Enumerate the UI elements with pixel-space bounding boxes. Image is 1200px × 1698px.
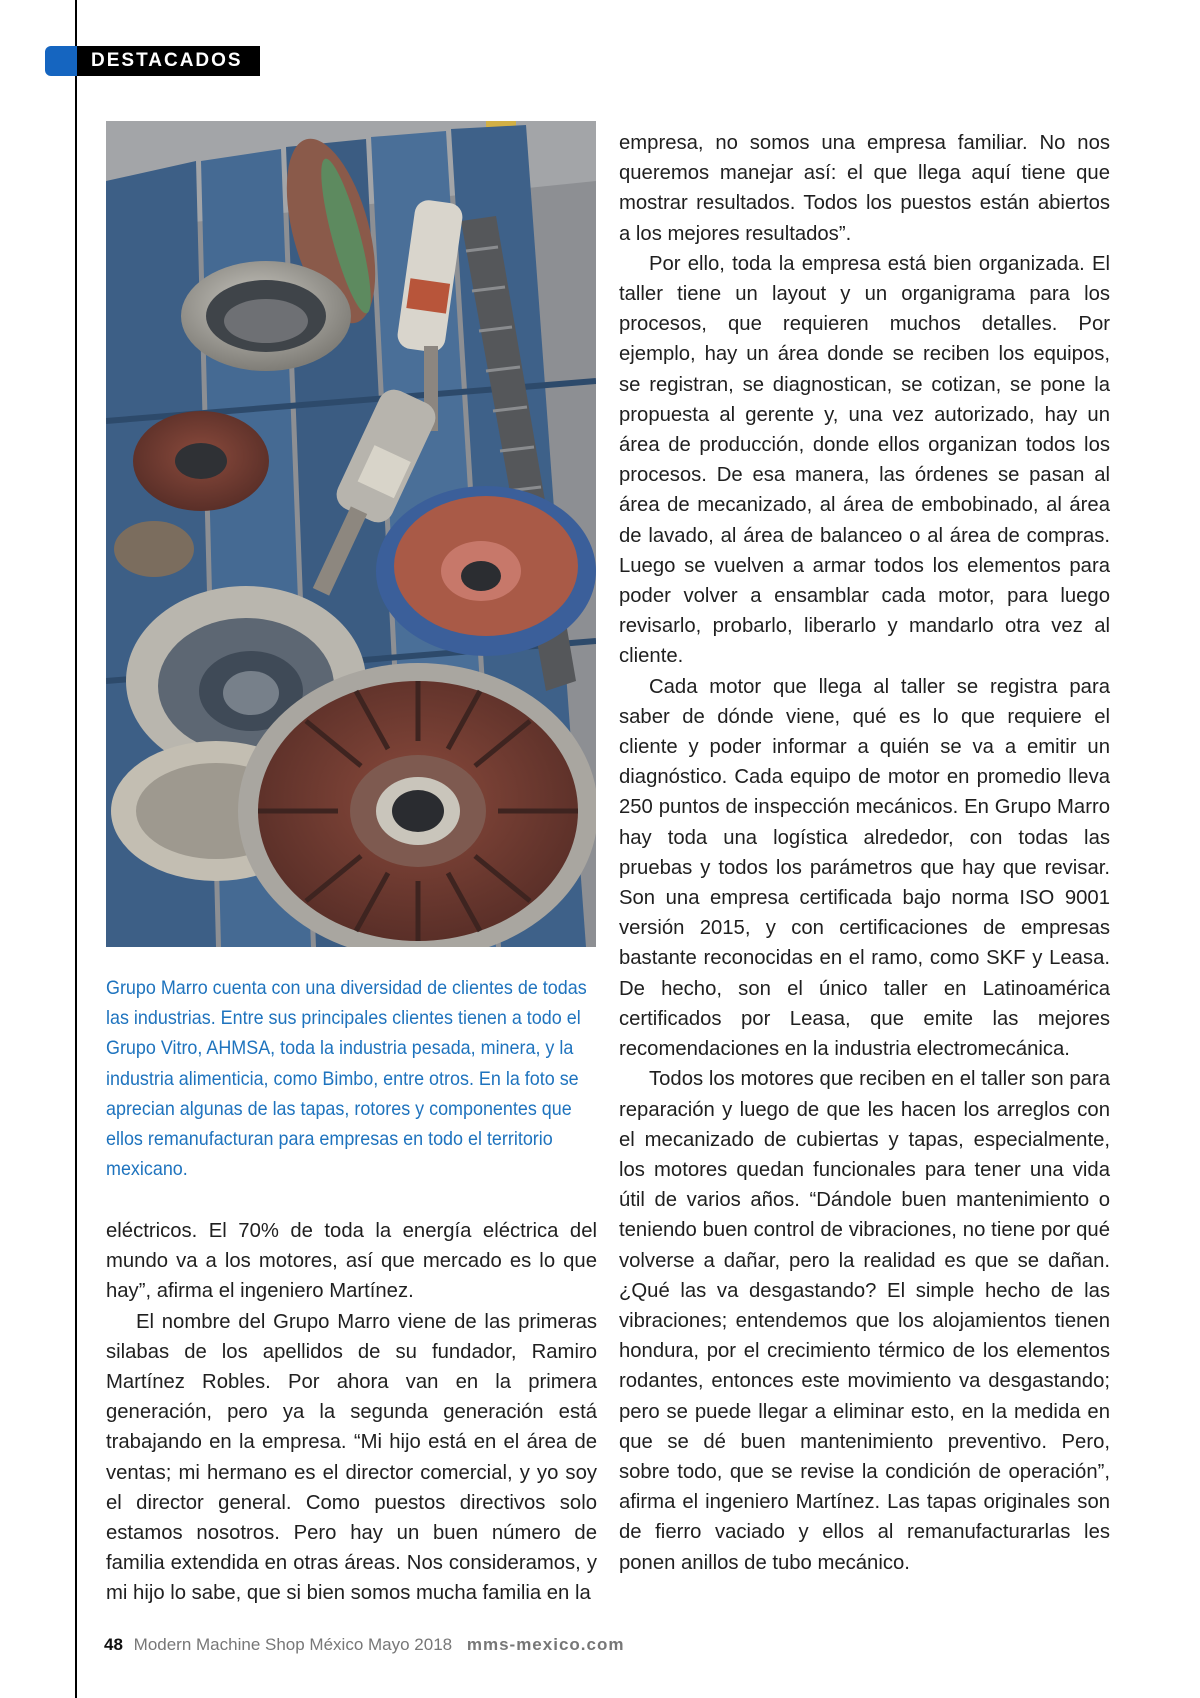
motor-parts-photo bbox=[106, 121, 596, 947]
article-column-right bbox=[619, 128, 1110, 1578]
section-label: DESTACADOS bbox=[77, 46, 260, 76]
publication-name: Modern Machine Shop México Mayo 2018 bbox=[133, 1635, 453, 1654]
paragraph: eléctricos. El 70% de toda la energía eléctrica del mundo va a los motores, así que mercado es lo que hay”, afirma el ingeniero Martínez. bbox=[106, 1220, 597, 1303]
website-link[interactable]: mms-mexico.com bbox=[466, 1635, 625, 1654]
page-number: 48 bbox=[104, 1635, 123, 1654]
section-tab bbox=[45, 46, 260, 76]
paragraph: empresa, no somos una empresa familiar. No nos queremos manejar así: el que llega aquí tiene que mostrar resultados. Todos los puestos están abiertos a los mejores resultados”. bbox=[619, 132, 1110, 245]
page-footer bbox=[104, 1635, 624, 1655]
article-column-left bbox=[106, 1216, 597, 1609]
section-tab-accent bbox=[45, 46, 77, 76]
paragraph: El nombre del Grupo Marro viene de las primeras silabas de los apellidos de su fundador, Ramiro Martínez Robles. Por ahora van en la primera generación, pero ya la segunda generación está trabajando en la empresa. “Mi hijo está en el área de ventas; mi hermano es el director comercial, y yo soy el director general. Como puestos directivos solo estamos nosotros. Pero hay un buen número de familia extendida en otras áreas. Nos consideramos, y mi hijo lo sabe, que si bien somos mucha familia en la bbox=[106, 1310, 597, 1605]
paragraph: Por ello, toda la empresa está bien organizada. El taller tiene un layout y un organigrama para los procesos, que requieren muchos detalles. Por ejemplo, hay un área donde se reciben los equipos, se registran, se diagnostican, se cotizan, se pone la propuesta al gerente y, una vez autorizado, hay un área de producción, donde ellos organizan todos los procesos. De esa manera, las órdenes se pasan al área de mecanizado, al área de embobinado, al área de lavado, al área de balanceo o al área de compras. Luego se vuelven a armar todos los elementos para poder volver a ensamblar cada motor, para luego revisarlo, probarlo, liberarlo y mandarlo otra vez al cliente. bbox=[619, 252, 1110, 668]
paragraph: Todos los motores que reciben en el taller son para reparación y luego de que les hacen los arreglos con el mecanizado de cubiertas y tapas, especialmente, los motores quedan funcionales para tener una vida útil de varios años. “Dándole buen mantenimiento o teniendo buen control de vibraciones, no tiene por qué volverse a dañar, pero la realidad es que se dañan. ¿Qué las va desgastando? El simple hecho de las vibraciones; entendemos que los alojamientos tienen hondura, por el crecimiento térmico de los elementos rodantes, entonces este movimiento va desgastando; pero se puede llegar a eliminar esto, en la medida en que se dé buen mantenimiento preventivo. Pero, sobre todo, que se revise la condición de operación”, afirma el ingeniero Martínez. Las tapas originales son de fierro vaciado y ellos al remanufacturarlas les ponen anillos de tubo mecánico. bbox=[619, 1068, 1110, 1574]
photo-caption bbox=[106, 973, 601, 1184]
caption-text: Grupo Marro cuenta con una diversidad de clientes de todas las industrias. Entre sus principales clientes tienen a todo el Grupo Vitro, AHMSA, toda la industria pesada, minera, y la industria alimenticia, como Bimbo, entre otros. En la foto se aprecian algunas de las tapas, rotores y componentes que ellos remanufacturan para empresas en todo el territorio mexicano. bbox=[106, 977, 587, 1181]
margin-rule bbox=[75, 0, 77, 1698]
paragraph: Cada motor que llega al taller se registra para saber de dónde viene, qué es lo que requiere el cliente y poder informar a quién se va a emitir un diagnóstico. Cada equipo de motor en promedio lleva 250 puntos de inspección mecánicos. En Grupo Marro hay toda una logística alrededor, con todas las pruebas y todos los parámetros que hay que revisar. Son una empresa certificada bajo norma ISO 9001 versión 2015, y con certificaciones de empresas bastante reconocidas en el ramo, como SKF y Leasa. De hecho, son el único taller en Latinoamérica certificados por Leasa, que emite las mejores recomendaciones en la industria electromecánica. bbox=[619, 675, 1110, 1061]
